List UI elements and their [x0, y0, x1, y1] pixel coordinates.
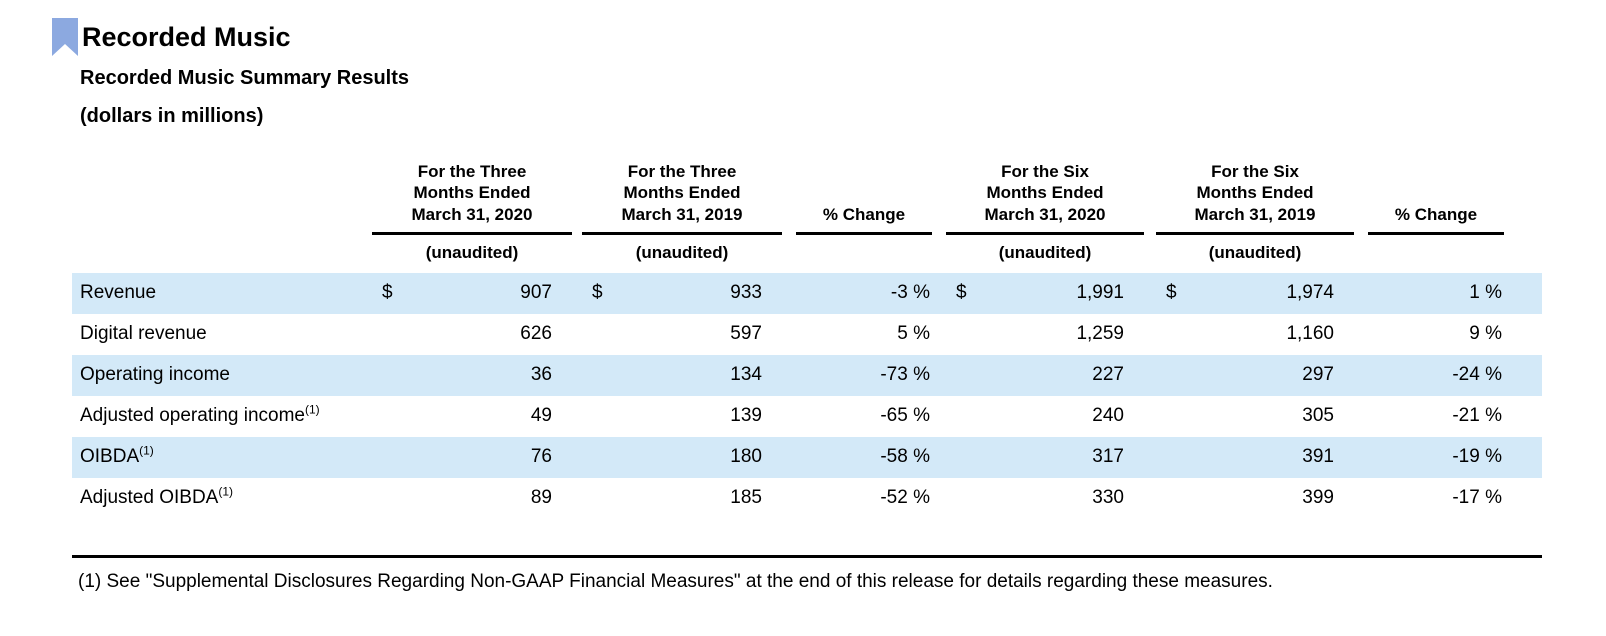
- column-header-six-months-2020: [946, 161, 1144, 233]
- table-row-adjusted-oibda: [72, 478, 1542, 519]
- currency-symbol: [582, 314, 612, 355]
- pct-change-cell: -24 %: [1368, 355, 1504, 396]
- column-header-three-months-2019: [582, 161, 782, 233]
- currency-symbol: [372, 437, 402, 478]
- column-header-pct-change-q: [796, 161, 932, 233]
- value-cell: 297: [1186, 355, 1354, 396]
- column-header-six-months-2019: [1156, 161, 1354, 233]
- gap-cell: [1354, 396, 1368, 437]
- gap-cell: [572, 437, 582, 478]
- table-row-operating-income: [72, 355, 1542, 396]
- header-line: Months Ended: [986, 183, 1104, 203]
- row-label: [72, 478, 372, 519]
- value-cell: 180: [612, 437, 782, 478]
- column-header-three-months-2020: [372, 161, 572, 233]
- table-subtitle: Recorded Music Summary Results: [80, 67, 409, 89]
- value-cell: 330: [1092, 487, 1124, 509]
- subnote-gap: [782, 233, 796, 273]
- pct-change-cell: -65 %: [880, 405, 930, 427]
- gap-cell: [932, 314, 946, 355]
- row-label-text: Operating income: [80, 364, 230, 386]
- footnote-text: (1) See "Supplemental Disclosures Regarding Non-GAAP Financial Measures" at the end of this release for details regarding these measures.: [78, 570, 1273, 592]
- value-cell: 933: [612, 273, 782, 314]
- header-line: Months Ended: [413, 183, 531, 203]
- row-label: [72, 314, 372, 355]
- header-line: % Change: [1394, 204, 1478, 224]
- header-blank: [72, 161, 372, 233]
- end-cell: [1504, 437, 1542, 478]
- gap-cell: [1144, 437, 1156, 478]
- currency-symbol: [1156, 478, 1186, 519]
- header-line: For the Six: [1001, 162, 1089, 181]
- value-cell: 907: [402, 273, 572, 314]
- value-cell: 89: [530, 487, 552, 509]
- section-header: [52, 18, 1544, 56]
- table-row-digital-revenue: [72, 314, 1542, 355]
- pct-change-cell: 9 %: [1469, 323, 1502, 345]
- header-line: Months Ended: [1196, 183, 1314, 203]
- pct-change-cell: 5 %: [897, 323, 930, 345]
- currency-symbol: $: [582, 273, 612, 314]
- gap-cell: [1144, 355, 1156, 396]
- currency-symbol: $: [946, 273, 976, 314]
- currency-symbol: [946, 314, 976, 355]
- header-line: Months Ended: [623, 183, 741, 203]
- currency-symbol: [582, 478, 612, 519]
- footnote-ref: (1): [218, 484, 234, 499]
- gap-cell: [1354, 437, 1368, 478]
- gap-cell: [932, 355, 946, 396]
- currency-symbol: [372, 355, 402, 396]
- content-area: [72, 18, 1544, 593]
- row-label: [72, 355, 372, 396]
- header-gap: [932, 161, 946, 233]
- header-gap: [1144, 161, 1156, 233]
- row-label-text: OIBDA: [80, 446, 140, 468]
- header-gap: [782, 161, 796, 233]
- gap-cell: [572, 396, 582, 437]
- end-cell: [1504, 396, 1542, 437]
- gap-cell: [572, 478, 582, 519]
- value-cell: 1,259: [1076, 323, 1124, 345]
- row-label-text: Digital revenue: [80, 323, 207, 345]
- pct-change-cell: -19 %: [1368, 437, 1504, 478]
- bookmark-icon: [52, 18, 78, 56]
- gap-cell: [782, 478, 796, 519]
- gap-cell: [782, 273, 796, 314]
- gap-cell: [782, 396, 796, 437]
- value-cell: 399: [1302, 487, 1334, 509]
- section-title: Recorded Music: [82, 22, 291, 52]
- header-line: March 31, 2019: [1194, 204, 1316, 224]
- gap-cell: [1144, 478, 1156, 519]
- value-cell: 391: [1186, 437, 1354, 478]
- footnote-divider: [72, 555, 1542, 558]
- header-gap: [1354, 161, 1368, 233]
- table-row-revenue: [72, 273, 1542, 314]
- gap-cell: [1144, 314, 1156, 355]
- value-cell: 240: [1092, 405, 1124, 427]
- gap-cell: [1144, 396, 1156, 437]
- header-row: [72, 161, 1542, 233]
- gap-cell: [1144, 273, 1156, 314]
- gap-cell: [1354, 314, 1368, 355]
- column-header-pct-change-s: [1368, 161, 1504, 233]
- value-cell: 76: [402, 437, 572, 478]
- subnote-gap: [572, 233, 582, 273]
- header-gap: [572, 161, 582, 233]
- value-cell: 1,991: [976, 273, 1144, 314]
- summary-results-table: [72, 161, 1542, 519]
- units-note: (dollars in millions): [80, 105, 264, 127]
- row-label-text: Revenue: [80, 282, 157, 304]
- currency-symbol: [1156, 314, 1186, 355]
- row-label-text: Adjusted operating income: [80, 405, 305, 427]
- row-label: [72, 396, 372, 437]
- value-cell: 36: [402, 355, 572, 396]
- end-cell: [1504, 478, 1542, 519]
- subnote-end: [1504, 233, 1542, 273]
- gap-cell: [572, 314, 582, 355]
- currency-symbol: $: [372, 273, 402, 314]
- value-cell: 227: [976, 355, 1144, 396]
- gap-cell: [932, 437, 946, 478]
- row-label: [72, 437, 372, 478]
- value-cell: 1,974: [1186, 273, 1354, 314]
- end-cell: [1504, 355, 1542, 396]
- subnote-blank: [796, 233, 932, 273]
- gap-cell: [782, 314, 796, 355]
- table-body: [72, 273, 1542, 519]
- unaudited-row: [72, 233, 1542, 273]
- header-line: March 31, 2020: [984, 204, 1106, 224]
- subnote-gap: [932, 233, 946, 273]
- gap-cell: [572, 273, 582, 314]
- table-header: [72, 161, 1542, 273]
- currency-symbol: [1156, 355, 1186, 396]
- unaudited-label: (unaudited): [425, 242, 519, 262]
- value-cell: 134: [612, 355, 782, 396]
- value-cell: 139: [730, 405, 762, 427]
- gap-cell: [1354, 273, 1368, 314]
- currency-symbol: [372, 396, 402, 437]
- currency-symbol: [372, 314, 402, 355]
- currency-symbol: [946, 437, 976, 478]
- header-line: For the Three: [627, 162, 737, 181]
- gap-cell: [572, 355, 582, 396]
- currency-symbol: [1156, 396, 1186, 437]
- footnote-ref: (1): [139, 443, 154, 458]
- currency-symbol: [372, 478, 402, 519]
- pct-change-cell: -17 %: [1452, 487, 1502, 509]
- subnote-gap: [1354, 233, 1368, 273]
- subnote-blank: [1368, 233, 1504, 273]
- table-row-adjusted-operating-income: [72, 396, 1542, 437]
- unaudited-label: (unaudited): [1208, 242, 1302, 262]
- value-cell: 597: [730, 323, 762, 345]
- row-label: [72, 273, 372, 314]
- gap-cell: [782, 355, 796, 396]
- currency-symbol: $: [1156, 273, 1186, 314]
- subnote-blank: [72, 233, 372, 273]
- value-cell: 626: [520, 323, 552, 345]
- gap-cell: [932, 396, 946, 437]
- gap-cell: [932, 273, 946, 314]
- value-cell: 185: [730, 487, 762, 509]
- currency-symbol: [582, 396, 612, 437]
- unaudited-label: (unaudited): [998, 242, 1092, 262]
- currency-symbol: [946, 478, 976, 519]
- header-line: For the Three: [417, 162, 527, 181]
- gap-cell: [1354, 478, 1368, 519]
- footnote-ref: (1): [304, 402, 320, 417]
- header-end: [1504, 161, 1542, 233]
- pct-change-cell: -21 %: [1452, 405, 1502, 427]
- value-cell: 1,160: [1286, 323, 1334, 345]
- value-cell: 305: [1302, 405, 1334, 427]
- value-cell: 49: [530, 405, 552, 427]
- gap-cell: [782, 437, 796, 478]
- end-cell: [1504, 273, 1542, 314]
- end-cell: [1504, 314, 1542, 355]
- pct-change-cell: 1 %: [1368, 273, 1504, 314]
- header-line: % Change: [822, 204, 906, 224]
- currency-symbol: [1156, 437, 1186, 478]
- header-line: For the Six: [1211, 162, 1299, 181]
- gap-cell: [1354, 355, 1368, 396]
- currency-symbol: [946, 396, 976, 437]
- header-line: March 31, 2019: [621, 204, 743, 224]
- currency-symbol: [582, 355, 612, 396]
- subnote-gap: [1144, 233, 1156, 273]
- pct-change-cell: -58 %: [796, 437, 932, 478]
- table-row-oibda: [72, 437, 1542, 478]
- unaudited-label: (unaudited): [635, 242, 729, 262]
- pct-change-cell: -73 %: [796, 355, 932, 396]
- value-cell: 317: [976, 437, 1144, 478]
- currency-symbol: [946, 355, 976, 396]
- currency-symbol: [582, 437, 612, 478]
- row-label-text: Adjusted OIBDA: [80, 487, 219, 509]
- gap-cell: [932, 478, 946, 519]
- pct-change-cell: -3 %: [796, 273, 932, 314]
- pct-change-cell: -52 %: [880, 487, 930, 509]
- header-line: March 31, 2020: [411, 204, 533, 224]
